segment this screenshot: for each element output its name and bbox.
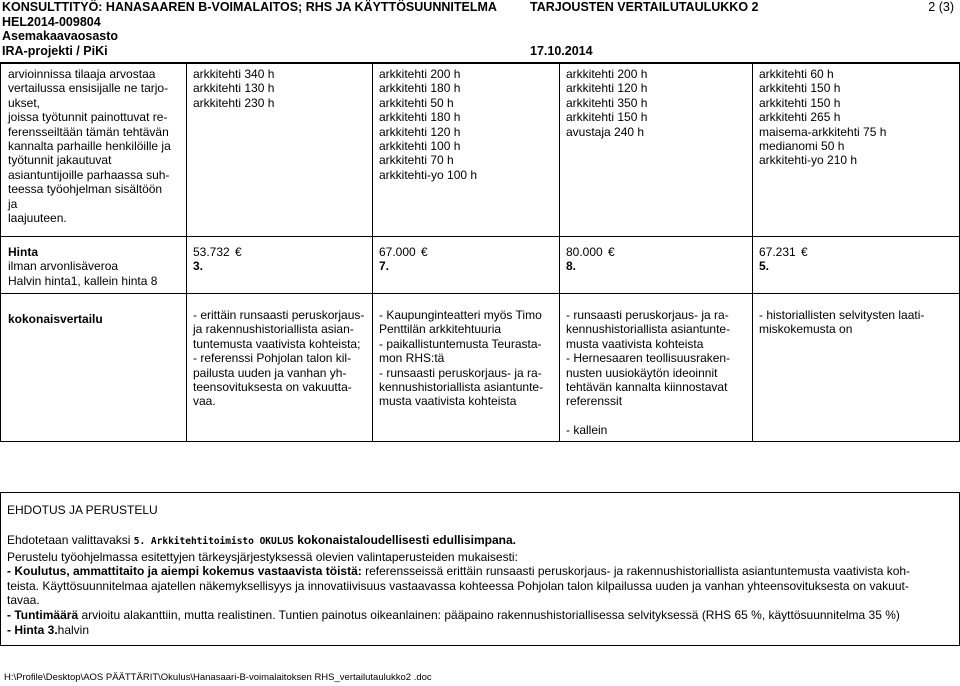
selected-office: 5. Arkkitehtitoimisto OKULUS (133, 536, 294, 547)
unit-name: Asemakaavaosasto (2, 29, 119, 43)
hours-line: arkkitehti 120 h (379, 124, 461, 139)
hours-line: arkkitehti 60 h (759, 67, 834, 81)
hours-line: arkkitehti 50 h (379, 95, 454, 110)
overall-cell: - historiallisten selvitysten laati- miskokemusta on (753, 294, 960, 442)
overall-cell: - Kaupunginteatteri myös Timo Penttilän arkkitehtuuria - paikallistuntemusta Teurasta- mon RHS:tä - runsaasti peruskorjaus- ja ra- kennushistoriallista asiantunte- musta vaativista kohteista (373, 294, 560, 442)
table-title: TARJOUSTEN VERTAILUTAULUKKO 2 (530, 0, 759, 14)
hours-line: arkkitehti 180 h (379, 81, 461, 96)
hours-line: arkkitehti 150 h (759, 95, 841, 110)
hours-line: arkkitehti 70 h (379, 153, 454, 168)
euro-sign: € (801, 245, 808, 259)
hours-line: arkkitehti-yo 100 h (379, 167, 478, 182)
proposal-line: teista. Käyttösuunnitelmaa ajatellen näkemyksellisyys ja innovatiivisuus vastaavassa kohteessa Pohjolan talon kilpailussa uuden ja vanhan yhteensovituksesta on vakuut- (7, 578, 909, 593)
price-sublabel: Halvin hinta1, kallein hinta 8 (8, 273, 158, 288)
hours-row (1, 64, 960, 237)
overall-row (1, 294, 960, 442)
hours-line: maisema-arkkitehti 75 h (759, 124, 887, 139)
proposal-title: EHDOTUS JA PERUSTELU (7, 503, 158, 517)
proposal-line: - Tuntimäärä arvioitu alakanttiin, mutta realistinen. Tuntien painotus oikeanlainen: pääpaino rakennushistoriallisessa selvityksessä (RHS 65 %, käyttösuunnitelma 35 %) (7, 607, 900, 622)
bid-hours-cell (560, 64, 753, 237)
criteria-text: arvioinnissa tilaaja arvostaa vertailussa ensisijalle ne tarjo- ukset, joissa työtunnit painottuvat re- ferensseiltään tämän tehtävän kannalta parhaille henkilöille ja työtunnit jakautuvat asiantuntijoille parhaassa suh- teessa työohjelman sisältöön ja laajuuteen. (8, 67, 171, 226)
proposal-line: tavaa. (7, 593, 40, 608)
price-rank: 5. (759, 259, 770, 274)
document-header (2, 0, 956, 58)
price-cell (373, 237, 560, 294)
reference-number: HEL2014-009804 (2, 14, 101, 29)
overall-cell: - erittäin runsaasti peruskorjaus- ja rakennushistoriallista asian- tuntemusta vaativista kohteista; - referenssi Pohjolan talon kil- pailusta uuden ja vanhan yh- teensovituksesta on vakuutta- vaa. (187, 294, 373, 442)
hours-line: arkkitehti 200 h (379, 67, 461, 81)
hours-line: medianomi 50 h (759, 139, 845, 154)
proposal-line: - Koulutus, ammattitaito ja aiempi kokemus vastaavista töistä: referensseissä erittäin runsaasti peruskorjaus- ja rakennushistoriallista asiantuntemusta vaativista koh- (7, 564, 911, 579)
overall-cell: - runsaasti peruskorjaus- ja ra- kennushistoriallista asiantunte- musta vaativista kohteista - Hernesaaren teollisuusraken- nusten uusiokäytön ideoinnit tehtävän kannalta kiinnostavat referenssit - kallein (560, 294, 753, 442)
overall-label-cell (1, 294, 187, 442)
hours-line: arkkitehti 150 h (759, 81, 841, 96)
euro-sign: € (421, 245, 428, 259)
price-rank: 7. (379, 259, 390, 274)
hours-line: arkkitehti 120 h (566, 81, 648, 96)
hours-line: arkkitehti 340 h (193, 67, 275, 81)
price-amount: 80.000 (566, 245, 603, 259)
price-rank: 8. (566, 259, 577, 274)
comparison-table (0, 63, 960, 442)
price-row (1, 237, 960, 294)
hours-line: arkkitehti 200 h (566, 67, 648, 81)
price-cell (753, 237, 960, 294)
file-path-footer: H:\Profile\Desktop\AOS PÄÄTTÄRIT\Okulus\Hanasaari-B-voimalaitoksen RHS_vertailutaulukko2 .doc (4, 672, 432, 683)
hours-line: arkkitehti 265 h (759, 110, 841, 125)
hours-line: avustaja 240 h (566, 124, 645, 139)
hours-line: arkkitehti 180 h (379, 110, 461, 125)
price-cell (187, 237, 373, 294)
price-label-cell (1, 237, 187, 294)
proposal-recommendation: Ehdotetaan valittavaksi 5. Arkkitehtitoimisto OKULUS kokonaistaloudellisesti edullisimpana. (7, 533, 516, 547)
document-title: KONSULTTITYÖ: HANASAAREN B-VOIMALAITOS; RHS JA KÄYTTÖSUUNNITELMA (2, 0, 497, 14)
euro-sign: € (235, 245, 242, 259)
price-rank: 3. (193, 259, 204, 274)
price-amount: 53.732 (193, 245, 230, 259)
document-date: 17.10.2014 (530, 43, 593, 58)
price-amount: 67.231 (759, 245, 796, 259)
page-number: 2 (3) (928, 0, 954, 14)
hours-line: arkkitehti 130 h (193, 81, 275, 96)
price-sublabel: ilman arvonlisäveroa (8, 259, 119, 274)
bid-hours-cell (373, 64, 560, 237)
price-label: Hinta (8, 245, 38, 259)
hours-line: arkkitehti 230 h (193, 95, 275, 110)
proposal-body (7, 533, 951, 637)
proposal-box (0, 492, 960, 646)
bid-hours-cell (753, 64, 960, 237)
proposal-line: Perustelu työohjelmassa esitettyjen tärkeysjärjestyksessä olevien valintaperusteiden mukaisesti: (7, 549, 518, 564)
hours-line: arkkitehti 150 h (566, 110, 648, 125)
euro-sign: € (608, 245, 615, 259)
hours-line: arkkitehti 100 h (379, 139, 461, 154)
bid-hours-cell (187, 64, 373, 237)
overall-label: kokonaisvertailu (8, 312, 103, 326)
evaluation-criteria-cell (1, 64, 187, 237)
price-cell (560, 237, 753, 294)
proposal-line: - Hinta 3.halvin (7, 622, 90, 637)
hours-line: arkkitehti 350 h (566, 95, 648, 110)
price-amount: 67.000 (379, 245, 416, 259)
project-name: IRA-projekti / PiKi (2, 43, 108, 58)
hours-line: arkkitehti-yo 210 h (759, 153, 858, 168)
